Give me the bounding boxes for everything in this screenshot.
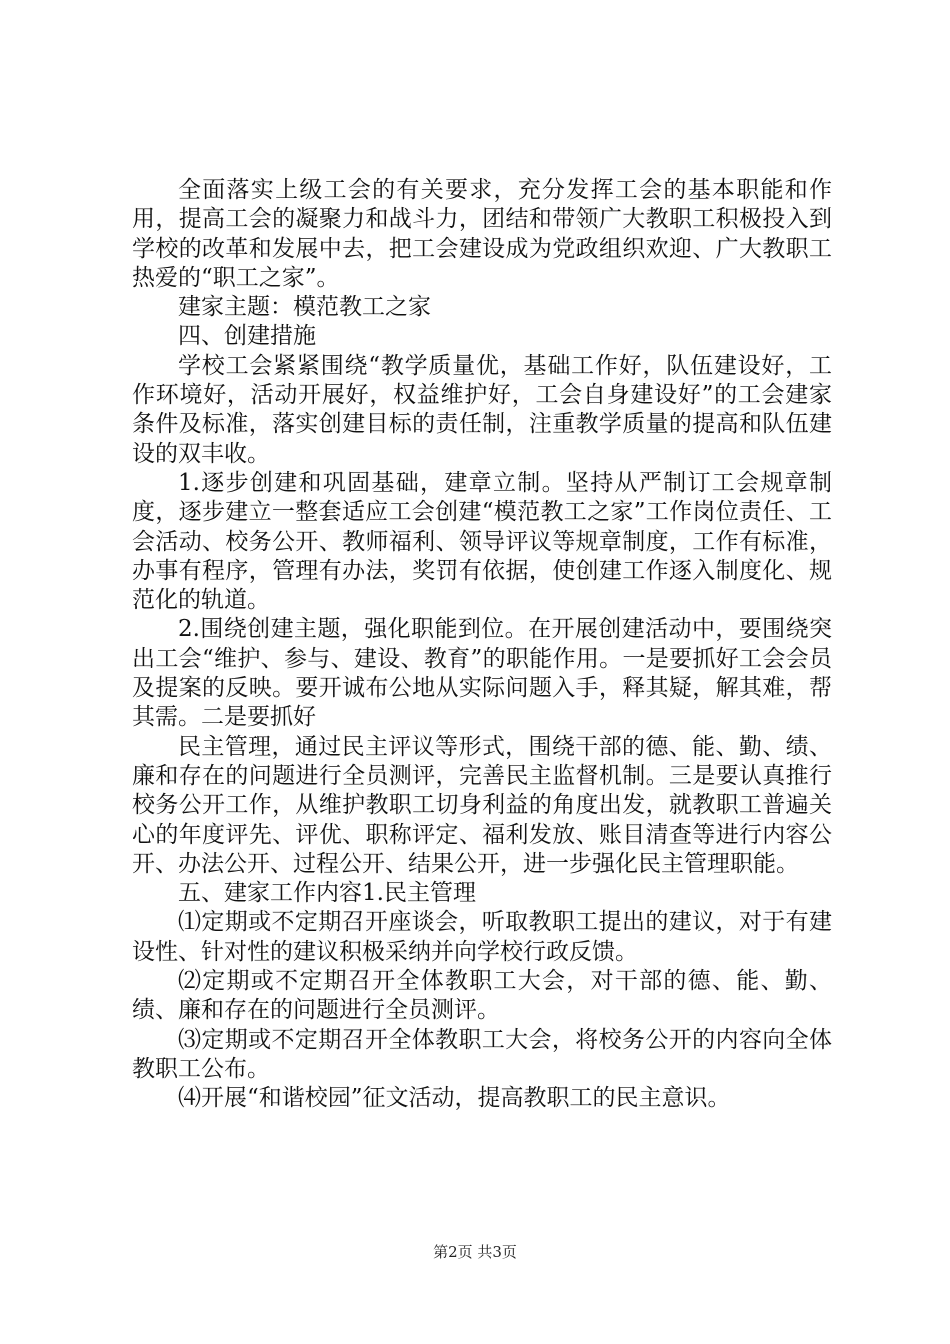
- document-body: [132, 176, 832, 1114]
- list-item-1: ⑴定期或不定期召开座谈会，听取教职工提出的建议，对于有建设性、针对性的建议积极采纳并向学校行政反馈。: [132, 909, 832, 965]
- list-item-4: ⑷开展“和谐校园”征文活动，提高教职工的民主意识。: [178, 1085, 731, 1112]
- section-heading-work-content: 五、建家工作内容1.民主管理: [178, 880, 476, 907]
- paragraph-goal: 全面落实上级工会的有关要求，充分发挥工会的基本职能和作用，提高工会的凝聚力和战斗力，团结和带领广大教职工积极投入到学校的改革和发展中去，把工会建设成为党政组织欢迎、广大教职工热爱的“职工之家”。: [132, 177, 832, 291]
- paragraph-measure-2: 2.围绕创建主题，强化职能到位。在开展创建活动中，要围绕突出工会“维护、参与、建设、教育”的职能作用。一是要抓好工会会员及提案的反映。要开诚布公地从实际问题入手，释其疑，解其难，帮其需。二是要抓好: [132, 616, 832, 731]
- paragraph-measure-1: 1.逐步创建和巩固基础，建章立制。坚持从严制订工会规章制度，逐步建立一整套适应工会创建“模范教工之家”工作岗位责任、工会活动、校务公开、教师福利、领导评议等规章制度，工作有标准，办事有程序，管理有办法，奖罚有依据，使创建工作逐入制度化、规范化的轨道。: [132, 469, 832, 614]
- paragraph-measures-intro: 学校工会紧紧围绕“教学质量优，基础工作好，队伍建设好，工作环境好，活动开展好，权益维护好，工会自身建设好”的工会建家条件及标准，落实创建目标的责任制，注重教学质量的提高和队伍建设的双丰收。: [132, 352, 832, 467]
- paragraph-democratic-management: 民主管理，通过民主评议等形式，围绕干部的德、能、勤、绩、廉和存在的问题进行全员测评，完善民主监督机制。三是要认真推行校务公开工作，从维护教职工切身利益的角度出发，就教职工普遍关心的年度评先、评优、职称评定、福利发放、账目清查等进行内容公开、办法公开、过程公开、结果公开，进一步强化民主管理职能。: [132, 733, 832, 877]
- paragraph-theme: 建家主题：模范教工之家: [178, 294, 431, 321]
- list-item-2: ⑵定期或不定期召开全体教职工大会，对干部的德、能、勤、绩、廉和存在的问题进行全员测评。: [132, 968, 832, 1024]
- list-item-3: ⑶定期或不定期召开全体教职工大会，将校务公开的内容向全体教职工公布。: [132, 1026, 832, 1082]
- page-number-footer: 第2页 共3页: [433, 1243, 517, 1261]
- section-heading-measures: 四、创建措施: [178, 323, 316, 350]
